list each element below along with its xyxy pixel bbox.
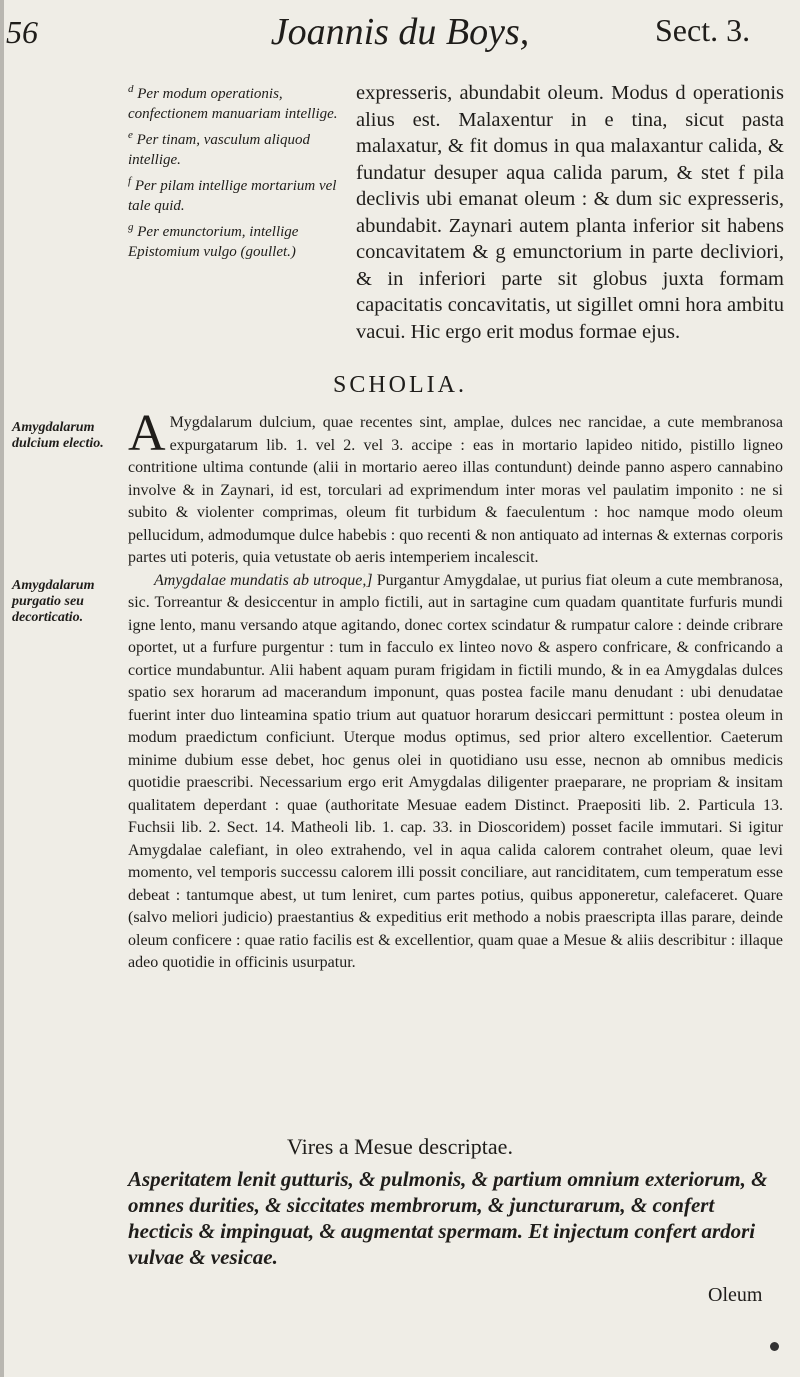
scholia-text	[128, 405, 784, 975]
page-number: 56	[6, 14, 38, 50]
footnote-g: $^g$ Per emunctorium, intellige Epistomium vulgo (goullet.)	[128, 221, 299, 260]
footnote-d: $^d$ Per modum operationis, confectionem manuariam intellige.	[128, 83, 338, 122]
margin-note-2: Amygdalarum purgatio seu decorticatio.	[12, 578, 95, 625]
margin-note-1: Amygdalarum dulcium electio.	[12, 420, 104, 451]
footnote-f: $^f$ Per pilam intellige mortarium vel tale quid.	[128, 175, 337, 214]
footnotes	[128, 84, 350, 268]
running-title: Joannis du Boys,	[270, 11, 530, 53]
scholia-heading: SCHOLIA.	[332, 372, 467, 398]
vires-heading: Vires a Mesue descriptae.	[287, 1134, 513, 1159]
catchword: Oleum	[708, 1284, 763, 1306]
footnote-e: $^e$ Per tinam, vasculum aliquod intellige.	[128, 129, 310, 168]
page-edge	[0, 0, 4, 1377]
ink-dot	[770, 1342, 779, 1351]
drop-cap: A	[128, 405, 166, 462]
lemma: Amygdalae mundatis ab utroque,]	[154, 571, 373, 589]
running-header	[0, 10, 800, 60]
scholia-paragraph-1: A Mygdalarum dulcium, quae recentes sint, amplae, dulces nec rancidae, a cute membranosa expurgatarum lib. 1. vel 2. vel 3. accipe : eas in mortario lapideo nitido, pistillo ligneo contritione ultima contunde (alii in mortario aereo illas contundunt) deinde panno aspero cannabino involve & in Zaynari, id est, torculari ad exprimendum inter moras vel paulatim imponito : ne si subito & violenter comprimas, oleum fit turbidum & faeculentum : hoc namque modo oleum pellucidum, admodumque dulce habebis : quo recenti & non antiquato ad internas & externas corporis partes uti poteris, quia vetustate ob aeris intemperiem incalescit.	[128, 405, 783, 566]
vires-text: Asperitatem lenit gutturis, & pulmonis, & partium omnium exteriorum, & omnes durities, & siccitates membrorum, & juncturarum, & confert hecticis & impinguat, & augmentat spermam. Et injectum confert ardori vulvae & vesicae.	[128, 1167, 768, 1269]
main-text-paragraph: expresseris, abundabit oleum. Modus d operationis alius est. Malaxentur in e tina, sicut pasta malaxatur, & fit domus in qua malaxantur calida, & fundatur desuper aqua calida parum, & stet f pila declivis ubi emanat oleum : & dum sic expresseris, abundabit. Zaynari autem planta inferior sit habens concavitatem & g emunctorium in parte decliviori, & in inferiori parte sit globus juxta formam capacitatis concavitatis, ut sigillet omni hora ambitu vacui. Hic ergo erit modus formae ejus.	[356, 82, 784, 343]
scholia-paragraph-2: Amygdalae mundatis ab utroque,] Purgantur Amygdalae, ut purius fiat oleum a cute membranosa, sic. Torreantur & desiccentur in amplo fictili, aut in sartagine cum quadam quantitate furfuris mundi igne lento, manu versando atque agitando, donec cortex scindatur & rumpatur calore : deinde cribrare oportet, ut a furfure purgentur : tum in facculo ex linteo novo & aspero confricare, & confricando a cortice mundabuntur. Alii habent aquam puram frigidam in fictili mundo, & in ea Amygdalas dulces spatio sex horarum ad macerandum imponunt, quas postea facile manu denudant : ubi denudatae fuerint inter duo linteamina spatio trium aut quatuor horarum desiccari permittunt : postea oleum in modum praedictum conficiunt. Uterque modus optimus, sed prior altero excellentior. Caeterum minime dubium esse debet, hoc genus olei in quotidiano usu esse, necnon ab omnibus medicis quotidie praescribi. Necessarium ergo erit Amygdalas diligenter praeparare, ne propriam & insitam qualitatem deperdant : quae (authoritate Mesuae eadem Distinct. Praepositi lib. 2. Particula 13. Fuchsii lib. 2. Sect. 14. Matheoli lib. 1. cap. 33. in Dioscoridem) posset facile immutari. Si igitur Amygdalae calefiant, in oleo extrahendo, vel in aqua calida calorem contrahet oleum, quae levi momento, vel temporis successu calorem illi possit conciliare, aut ranciditatem, cum temperatum esse debeat : tantumque abest, ut tum leniret, cum partes potius, quibus apponeretur, calefaceret. Quare (salvo meliori judicio) praestantius & expeditius erit methodo a nobis praescripta illas parare, deinde oleum conficere : quae ratio facilis est & excellentior, quam quae a Mesue & aliis describitur : illaque adeo quotidie in officinis usurpatur.	[128, 571, 784, 971]
section-label: Sect. 3.	[655, 12, 751, 48]
